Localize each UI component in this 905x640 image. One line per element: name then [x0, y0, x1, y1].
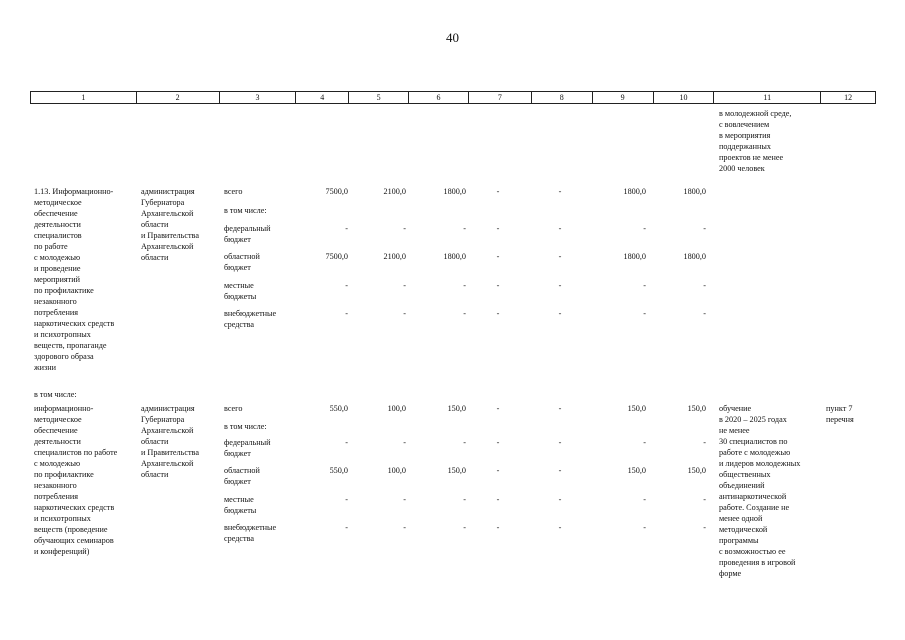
value-cell-total: 150,0	[627, 404, 646, 413]
value-cell-federal: -	[703, 224, 706, 233]
value-cell-total: -	[558, 404, 562, 413]
measure-name: 1.13. Информационно- методическое обеспечение деятельности специалистов по работе с молодежью и проведение мероприятий по профилактике незаконного потребления наркотических средств и психотропных веществ, пропаганде здорового образа жизни	[34, 187, 115, 372]
value-cell-local: -	[463, 495, 466, 504]
executor: администрация Губернатора Архангельской области и Правительства Архангельской области	[141, 187, 199, 262]
value-cell-total: 550,0	[329, 404, 348, 413]
value-cell-federal: -	[345, 224, 348, 233]
value-cell-extra: -	[703, 523, 706, 532]
value-cell-federal: -	[643, 224, 646, 233]
value-cell-federal: -	[703, 438, 706, 447]
value-cell-local: -	[345, 281, 348, 290]
value-cell-extra: -	[496, 523, 500, 532]
value-cell-local: -	[643, 495, 646, 504]
header-cell: 1	[31, 92, 137, 103]
source-local: местные бюджеты	[224, 281, 257, 301]
value-cell-regional: 1800,0	[443, 252, 466, 261]
continued-result-text: в молодежной среде, с вовлечением в мероприятия поддержанных проектов не менее 2000 человек	[719, 109, 792, 173]
header-cell: 12	[844, 93, 853, 102]
value-cell-federal: -	[463, 224, 466, 233]
source-including: в том числе:	[224, 206, 267, 215]
value-cell-extra: -	[643, 309, 646, 318]
value-cell-federal: -	[345, 438, 348, 447]
source-local: местные бюджеты	[224, 495, 257, 515]
value-cell-federal: -	[463, 438, 466, 447]
value-cell-total: 2100,0	[383, 187, 406, 196]
source-including: в том числе:	[224, 422, 267, 431]
value-cell-regional: 2100,0	[383, 252, 406, 261]
value-cell-total: 1800,0	[683, 187, 706, 196]
header-cell: 6	[409, 92, 469, 103]
source-extra: внебюджетные средства	[224, 523, 277, 543]
value-cell-regional: 550,0	[329, 466, 348, 475]
value-cell-regional: -	[496, 252, 500, 261]
value-cell-regional: 7500,0	[325, 252, 348, 261]
value-cell-extra: -	[496, 309, 500, 318]
header-cell: 3	[220, 92, 297, 103]
value-cell-total: 150,0	[447, 404, 466, 413]
value-cell-total: -	[558, 187, 562, 196]
value-cell-federal: -	[558, 224, 562, 233]
value-cell-total: 1800,0	[623, 187, 646, 196]
value-cell-extra: -	[345, 523, 348, 532]
value-cell-regional: 1800,0	[623, 252, 646, 261]
value-cell-extra: -	[463, 309, 466, 318]
value-cell-extra: -	[463, 523, 466, 532]
value-cell-regional: 100,0	[387, 466, 406, 475]
value-cell-regional: 150,0	[447, 466, 466, 475]
expected-result: обучение в 2020 – 2025 годах не менее 30 специалистов по работе с молодежью и лидеров молодежных общественных объединений антинаркотической работе. Создание не менее одной методической программы с возможностью ее проведения в игровой форме	[719, 404, 801, 578]
header-cell: 9	[593, 92, 654, 103]
value-cell-federal: -	[643, 438, 646, 447]
value-cell-regional: -	[496, 466, 500, 475]
page-number: 40	[446, 30, 459, 45]
value-cell-local: -	[345, 495, 348, 504]
submeasure-name: информационно- методическое обеспечение деятельности специалистов по работе с молодежью по профилактике незаконного потребления наркотических средств и психотропных веществ (проведение обучающих семинаров и конференций)	[34, 404, 118, 556]
header-cell: 10	[654, 92, 715, 103]
source-total: всего	[224, 187, 243, 196]
value-cell-local: -	[403, 495, 406, 504]
value-cell-extra: -	[558, 523, 562, 532]
value-cell-local: -	[496, 281, 500, 290]
value-cell-federal: -	[403, 224, 406, 233]
source-regional: областной бюджет	[224, 466, 260, 486]
value-cell-total: -	[496, 187, 500, 196]
value-cell-extra: -	[345, 309, 348, 318]
value-cell-local: -	[496, 495, 500, 504]
header-cell: 5	[349, 92, 409, 103]
reference: пункт 7 перечня	[826, 404, 854, 424]
table-header-row	[30, 91, 876, 104]
value-cell-extra: -	[403, 523, 406, 532]
value-cell-federal: -	[496, 224, 500, 233]
source-federal: федеральный бюджет	[224, 224, 271, 244]
value-cell-regional: 150,0	[627, 466, 646, 475]
value-cell-total: 1800,0	[443, 187, 466, 196]
header-cell: 11	[714, 92, 821, 103]
value-cell-extra: -	[403, 309, 406, 318]
header-cell: 8	[532, 92, 593, 103]
value-cell-local: -	[703, 281, 706, 290]
value-cell-total: 150,0	[687, 404, 706, 413]
value-cell-total: 7500,0	[325, 187, 348, 196]
executor: администрация Губернатора Архангельской области и Правительства Архангельской области	[141, 404, 199, 479]
value-cell-local: -	[558, 281, 562, 290]
source-federal: федеральный бюджет	[224, 438, 271, 458]
value-cell-extra: -	[703, 309, 706, 318]
header-cell: 2	[137, 92, 220, 103]
source-extra: внебюджетные средства	[224, 309, 277, 329]
value-cell-local: -	[558, 495, 562, 504]
value-cell-local: -	[703, 495, 706, 504]
value-cell-regional: 1800,0	[683, 252, 706, 261]
source-total: всего	[224, 404, 243, 413]
value-cell-regional: -	[558, 466, 562, 475]
value-cell-regional: 150,0	[687, 466, 706, 475]
value-cell-extra: -	[643, 523, 646, 532]
header-cell: 4	[296, 92, 349, 103]
source-regional: областной бюджет	[224, 252, 260, 272]
header-cell: 7	[469, 92, 532, 103]
including-label: в том числе:	[34, 390, 77, 399]
value-cell-local: -	[463, 281, 466, 290]
value-cell-federal: -	[403, 438, 406, 447]
value-cell-extra: -	[558, 309, 562, 318]
value-cell-federal: -	[496, 438, 500, 447]
value-cell-local: -	[643, 281, 646, 290]
value-cell-local: -	[403, 281, 406, 290]
value-cell-federal: -	[558, 438, 562, 447]
value-cell-regional: -	[558, 252, 562, 261]
value-cell-total: 100,0	[387, 404, 406, 413]
value-cell-total: -	[496, 404, 500, 413]
